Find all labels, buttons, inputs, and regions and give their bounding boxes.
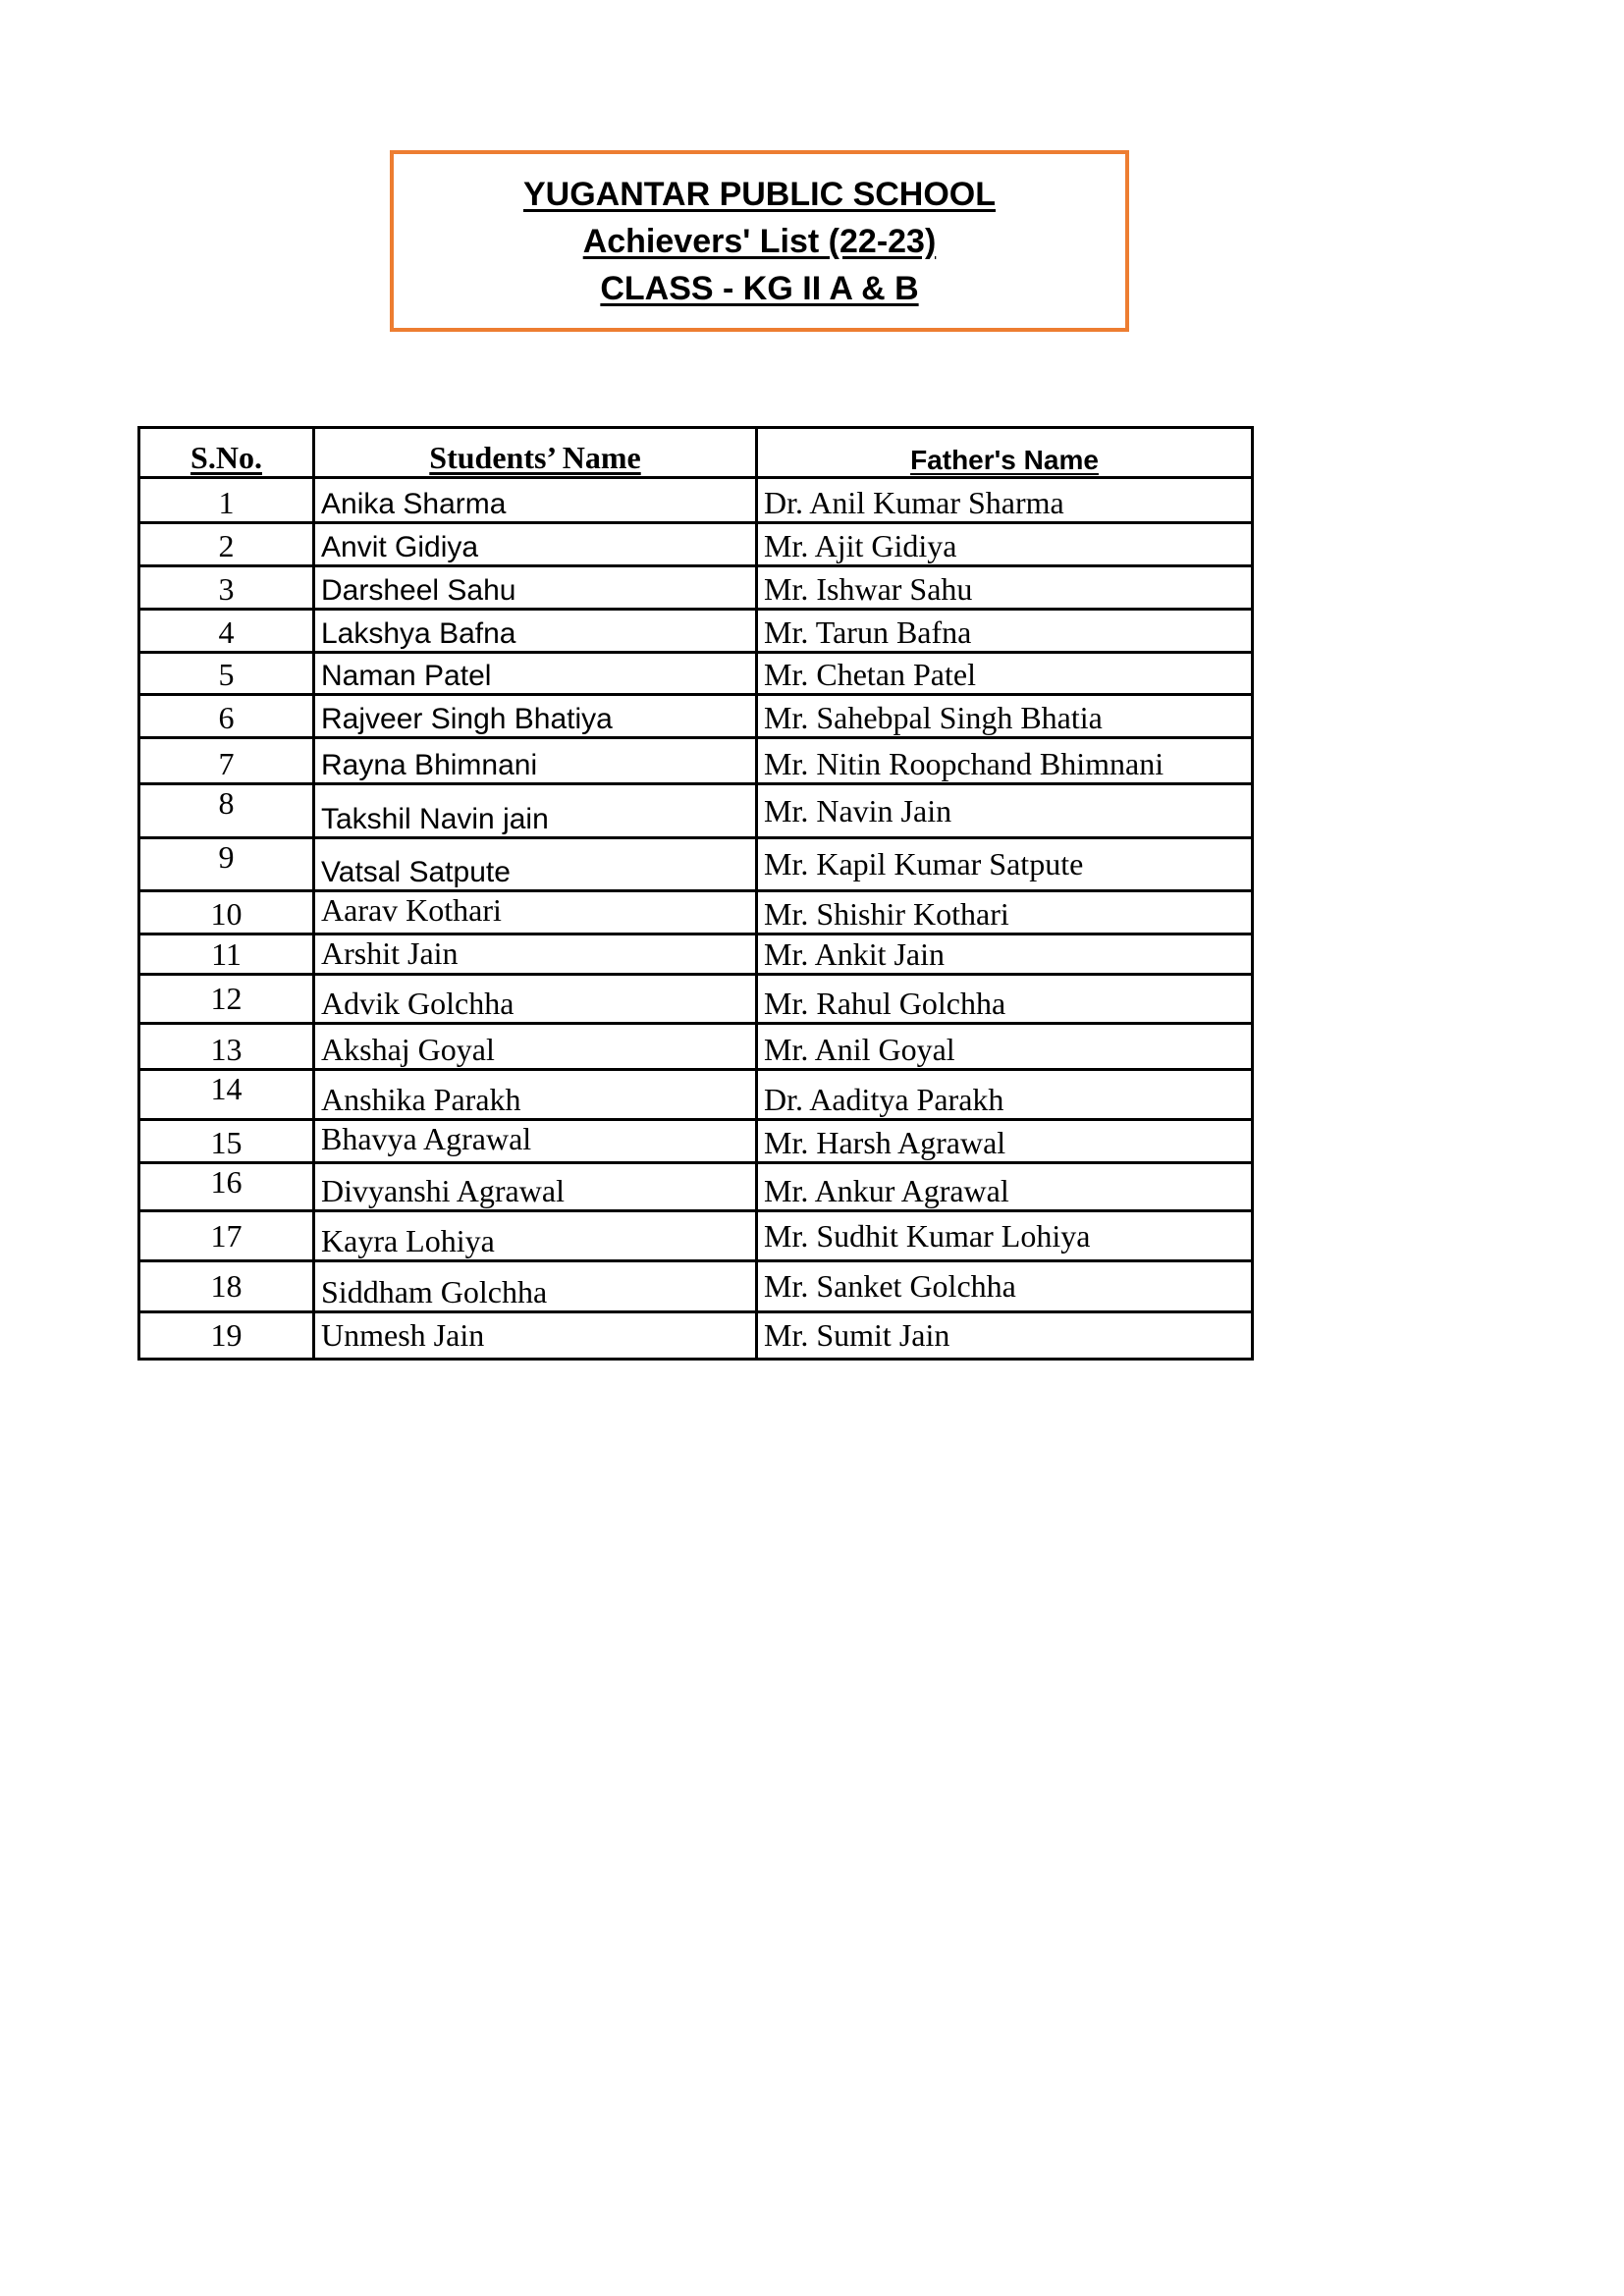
table-row (139, 610, 1253, 653)
table-row (139, 934, 1253, 975)
father-name: Mr. Sumit Jain (757, 1312, 1253, 1360)
serial-number: 3 (139, 566, 314, 610)
title-box (390, 150, 1129, 332)
father-name: Mr. Kapil Kumar Satpute (757, 838, 1253, 891)
table-row (139, 1211, 1253, 1261)
table-row (139, 523, 1253, 566)
serial-number: 17 (139, 1211, 314, 1261)
table-row (139, 1070, 1253, 1120)
father-name: Mr. Harsh Agrawal (757, 1120, 1253, 1163)
student-name: Aarav Kothari (314, 891, 757, 934)
student-name: Vatsal Satpute (314, 838, 757, 891)
column-header-father-name: Father's Name (757, 428, 1253, 478)
table-row (139, 975, 1253, 1024)
serial-number: 15 (139, 1120, 314, 1163)
serial-number: 18 (139, 1261, 314, 1312)
student-name: Unmesh Jain (314, 1312, 757, 1360)
father-name: Mr. Navin Jain (757, 784, 1253, 838)
father-name: Mr. Sudhit Kumar Lohiya (757, 1211, 1253, 1261)
student-name: Arshit Jain (314, 934, 757, 975)
table-row (139, 478, 1253, 523)
father-name: Mr. Ishwar Sahu (757, 566, 1253, 610)
student-name: Rayna Bhimnani (314, 738, 757, 784)
father-name: Mr. Nitin Roopchand Bhimnani (757, 738, 1253, 784)
table-header-row (139, 428, 1253, 478)
table-row (139, 1312, 1253, 1360)
student-name: Kayra Lohiya (314, 1211, 757, 1261)
father-name: Dr. Aaditya Parakh (757, 1070, 1253, 1120)
table-row (139, 838, 1253, 891)
table-row (139, 891, 1253, 934)
father-name: Mr. Chetan Patel (757, 653, 1253, 695)
table-row (139, 738, 1253, 784)
serial-number: 13 (139, 1024, 314, 1070)
student-name: Akshaj Goyal (314, 1024, 757, 1070)
table-row (139, 784, 1253, 838)
serial-number: 9 (139, 838, 314, 891)
table-row (139, 1024, 1253, 1070)
father-name: Mr. Tarun Bafna (757, 610, 1253, 653)
student-name: Darsheel Sahu (314, 566, 757, 610)
serial-number: 5 (139, 653, 314, 695)
student-name: Anshika Parakh (314, 1070, 757, 1120)
serial-number: 2 (139, 523, 314, 566)
student-name: Divyanshi Agrawal (314, 1163, 757, 1211)
student-name: Naman Patel (314, 653, 757, 695)
serial-number: 11 (139, 934, 314, 975)
table-row (139, 653, 1253, 695)
achievers-table (137, 426, 1254, 1361)
father-name: Mr. Sanket Golchha (757, 1261, 1253, 1312)
table-row (139, 1163, 1253, 1211)
class-label: CLASS - KG II A & B (600, 269, 919, 307)
student-name: Siddham Golchha (314, 1261, 757, 1312)
serial-number: 14 (139, 1070, 314, 1120)
school-name: YUGANTAR PUBLIC SCHOOL (522, 175, 997, 213)
serial-number: 1 (139, 478, 314, 523)
father-name: Mr. Ankit Jain (757, 934, 1253, 975)
father-name: Mr. Shishir Kothari (757, 891, 1253, 934)
list-title: Achievers' List (22-23) (582, 222, 937, 260)
student-name: Bhavya Agrawal (314, 1120, 757, 1163)
student-name: Rajveer Singh Bhatiya (314, 695, 757, 738)
table-row (139, 695, 1253, 738)
serial-number: 6 (139, 695, 314, 738)
student-name: Lakshya Bafna (314, 610, 757, 653)
father-name: Mr. Ankur Agrawal (757, 1163, 1253, 1211)
father-name: Dr. Anil Kumar Sharma (757, 478, 1253, 523)
table-row (139, 1261, 1253, 1312)
father-name: Mr. Ajit Gidiya (757, 523, 1253, 566)
father-name: Mr. Anil Goyal (757, 1024, 1253, 1070)
father-name: Mr. Sahebpal Singh Bhatia (757, 695, 1253, 738)
serial-number: 8 (139, 784, 314, 838)
serial-number: 16 (139, 1163, 314, 1211)
serial-number: 10 (139, 891, 314, 934)
serial-number: 7 (139, 738, 314, 784)
student-name: Anika Sharma (314, 478, 757, 523)
student-name: Takshil Navin jain (314, 784, 757, 838)
student-name: Anvit Gidiya (314, 523, 757, 566)
father-name: Mr. Rahul Golchha (757, 975, 1253, 1024)
student-name: Advik Golchha (314, 975, 757, 1024)
serial-number: 19 (139, 1312, 314, 1360)
column-header-student-name: Students’ Name (314, 428, 757, 478)
serial-number: 12 (139, 975, 314, 1024)
table-row (139, 1120, 1253, 1163)
table-row (139, 566, 1253, 610)
serial-number: 4 (139, 610, 314, 653)
column-header-sno: S.No. (139, 428, 314, 478)
